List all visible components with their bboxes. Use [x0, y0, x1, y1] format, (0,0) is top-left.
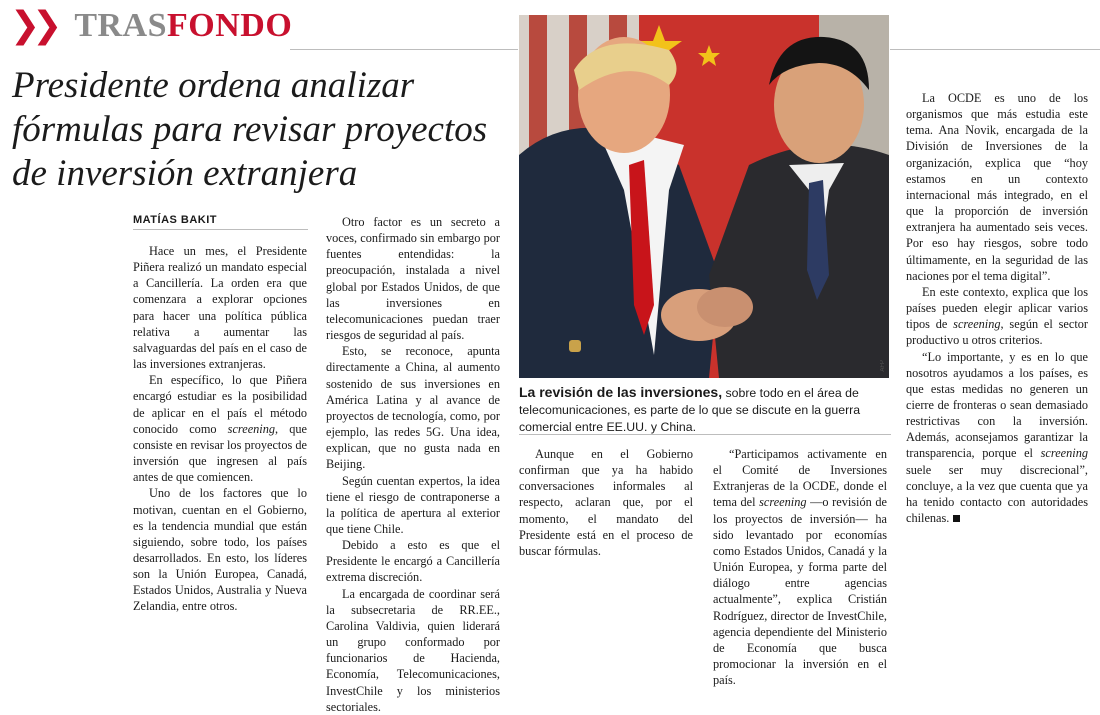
paragraph: Hace un mes, el Presidente Piñera realizó un mandato especial a Cancillería. La orden era que comenzara a explorar opciones para hacer una política pública relativa a aumentar las salvaguardas del país en el caso de las inversiones extranjeras. — [133, 244, 307, 372]
paragraph: Otro factor es un secreto a voces, confirmado sin embargo por fuentes entendidas: la preocupación, instalada a nivel global por Estados Unidos, de que las inversiones en telecomunicaciones puedan traer riesgos de seguridad al país. — [326, 215, 500, 343]
paragraph: Esto, se reconoce, apunta directamente a China, al aumento sostenido de sus inversiones en América Latina y al avance de proyectos de tecnología, como, por ejemplo, las redes 5G. Una idea, explican, que no gusta nada en Beijing. — [326, 344, 500, 472]
photo-caption — [519, 384, 891, 436]
double-chevron-icon: ❯❯ — [10, 5, 55, 46]
byline: MATÍAS BAKIT — [133, 214, 218, 226]
paragraph: Aunque en el Gobierno confirman que ya ha habido conversaciones informales al respecto, aclaran que, por el momento, el mandato del Presidente está en el proceso de buscar fórmulas. — [519, 447, 693, 558]
article-headline: Presidente ordena analizar fórmulas para revisar proyectos de inversión extranjera — [12, 65, 488, 194]
paragraph: En específico, lo que Piñera encargó estudiar es la posibilidad de aplicar en el país el método conocido como screening, que consiste en revisar los proyectos de inversión que ingresen al país antes de que comiencen. — [133, 373, 307, 485]
article-column-2 — [326, 214, 500, 715]
header-divider — [290, 49, 518, 50]
article-column-3 — [519, 446, 693, 559]
section-kicker — [10, 6, 292, 46]
article-column-4 — [713, 446, 887, 688]
paragraph: “Lo importante, y es en lo que nosotros ayudamos a los países, es que estas medidas no generen un cierre de fronteras o sean demasiado restrictivas con la inversión. Además, aconsejamos garantizar la transparencia, porque el screening suele ser muy discrecional”, concluye, a la vez que cuenta que ya ha tenido contacto con autoridades chilenas. — [906, 349, 1088, 526]
section-label-part1: TRAS — [74, 7, 168, 44]
photo-credit: AFP — [880, 360, 886, 372]
caption-divider — [519, 434, 891, 435]
article-photo — [519, 15, 889, 378]
paragraph: La OCDE es uno de los organismos que más estudia este tema. Ana Novik, encargada de la División de Inversiones de la organización, explica que “hoy estamos en un contexto internacional más integrado, en el que la proporción de inversión extranjera ha aumentado seis veces. Por eso hay riesgos, sobre todo últimamente, en la seguridad de las naciones por el tema digital”. — [906, 91, 1088, 283]
paragraph: La encargada de coordinar será la subsecretaria de RR.EE., Carolina Valdivia, quien liderará un grupo conformado por funcionarios de Hacienda, Economía, Telecomunicaciones, InvestChile y los ministerios sectoriales. — [326, 586, 500, 714]
article-column-5 — [906, 90, 1088, 526]
end-of-article-mark — [953, 515, 960, 522]
paragraph: Debido a esto es que el Presidente le encargó a Cancillería extrema discreción. — [326, 538, 500, 585]
paragraph: Según cuentan expertos, la idea tiene el riesgo de contraponerse a la política de apertura al exterior que tiene Chile. — [326, 473, 500, 536]
section-label-part2: FONDO — [167, 7, 293, 44]
caption-lead: La revisión de las inversiones, — [519, 384, 723, 400]
header-divider-right — [890, 49, 1100, 50]
caption-text: sobre todo en el área de telecomunicaciones, es parte de lo que se discute en la guerra comercial entre EE.UU. y China. — [519, 386, 861, 434]
handshake-illustration — [519, 15, 889, 378]
paragraph: En este contexto, explica que los países pueden elegir aplicar varios tipos de screening, según el sector productivo u otros criterios. — [906, 284, 1088, 348]
article-column-1 — [133, 243, 307, 615]
byline-divider — [133, 229, 308, 230]
paragraph: Uno de los factores que lo motivan, cuentan en el Gobierno, es la tendencia mundial que están siguiendo, sobre todo, los países desarrollados. En esto, los líderes son la Unión Europea, Canadá, Estados Unidos, Australia y Nueva Zelandia, entre otros. — [133, 486, 307, 614]
paragraph: “Participamos activamente en el Comité de Inversiones Extranjeras de la OCDE, donde el tema del screening —o revisión de los proyectos de inversión— ha sido levantado por economías como Estados Unidos, Canadá y la Unión Europea, y forma parte del diálogo entre agencias actualmente”, explica Cristián Rodríguez, director de InvestChile, agencia dependiente del Ministerio de Economía que busca promocionar la inversión en el país. — [713, 447, 887, 688]
